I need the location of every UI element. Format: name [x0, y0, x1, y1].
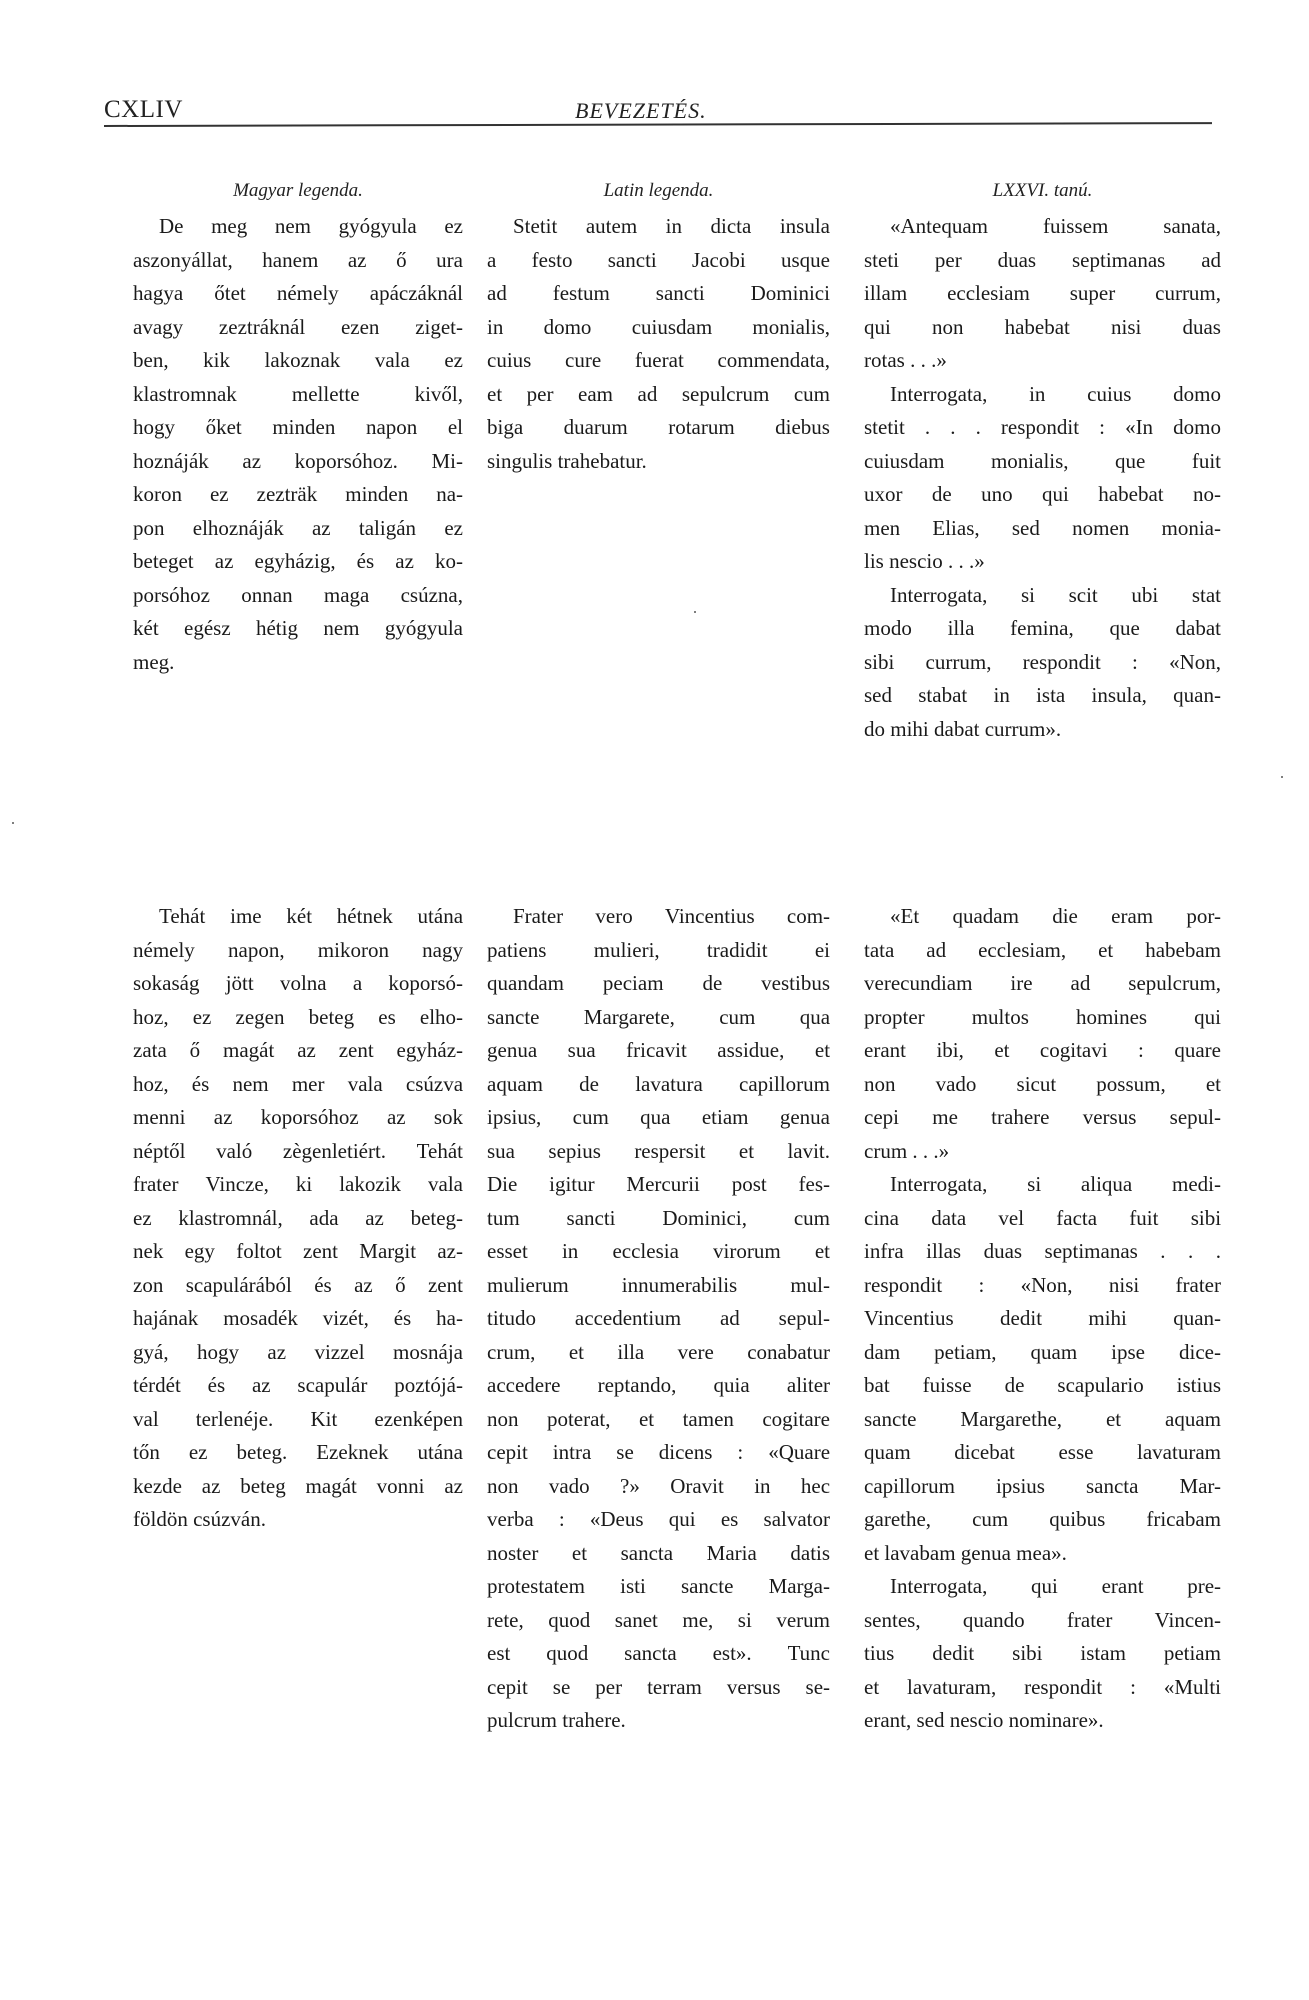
- column-heading: Latin legenda.: [603, 180, 714, 201]
- text-line: esset in ecclesia virorum et: [487, 1239, 830, 1263]
- text-line: dam petiam, quam ipse dice-: [864, 1339, 1221, 1364]
- paragraph-group: [487, 210, 830, 478]
- text-line: hoz, és nem mer vala csúzva: [133, 1071, 464, 1096]
- scan-speck: [1281, 776, 1283, 778]
- text-line: noster et sancta Maria datis: [487, 1540, 831, 1565]
- text-line: est quod sancta est». Tunc: [487, 1641, 830, 1665]
- text-line: erant, sed nescio nominare».: [864, 1708, 1104, 1732]
- text-line: De meg nem gyógyula ez: [159, 214, 463, 238]
- text-line: non poterat, et tamen cogitare: [487, 1406, 830, 1431]
- text-line: verecundiam ire ad sepulcrum,: [864, 971, 1222, 995]
- column-heading: LXXVI. tanú.: [992, 180, 1093, 201]
- text-line: capillorum ipsius sancta Mar-: [864, 1473, 1221, 1498]
- text-line: térdét és az scapulár poztójá-: [133, 1373, 463, 1397]
- text-line: cina data vel facta fuit sibi: [864, 1205, 1222, 1230]
- text-line: földön csúzván.: [133, 1507, 266, 1531]
- text-line: meg.: [133, 649, 175, 674]
- paragraph-group: [133, 210, 463, 679]
- latin-legend-column: [487, 900, 830, 1738]
- text-line: sua sepius respersit et lavit.: [487, 1138, 831, 1163]
- text-line: Stetit autem in dicta insula: [513, 214, 830, 238]
- column-heading: Magyar legenda.: [233, 180, 363, 201]
- paragraph: [487, 210, 830, 478]
- text-line: ipsius, cum qua etiam genua: [487, 1105, 830, 1129]
- text-line: tata ad ecclesiam, et habebam: [864, 937, 1221, 962]
- text-line: propter multos homines qui: [864, 1004, 1221, 1029]
- text-line: frater Vincze, ki lakozik vala: [133, 1172, 463, 1196]
- text-line: sancte Margarete, cum qua: [487, 1004, 831, 1029]
- text-line: singulis trahebatur.: [487, 448, 647, 473]
- text-line: hajának mosadék vizét, és ha-: [133, 1306, 463, 1330]
- text-line: uxor de uno qui habebat no-: [864, 482, 1221, 506]
- text-line: hoznáják az koporsóhoz. Mi-: [133, 448, 463, 473]
- text-line: Interrogata, in cuius domo: [890, 381, 1221, 406]
- header-rule: [104, 122, 1212, 127]
- text-line: et lavaturam, respondit : «Multi: [864, 1674, 1221, 1699]
- text-line: Interrogata, si aliqua medi-: [890, 1172, 1221, 1196]
- text-line: crum, et illa vere conabatur: [487, 1339, 831, 1364]
- text-line: tius dedit sibi istam petiam: [864, 1641, 1221, 1665]
- text-line: quam dicebat esse lavaturam: [864, 1440, 1221, 1464]
- text-line: respondit : «Non, nisi frater: [864, 1272, 1221, 1297]
- text-line: aquam de lavatura capillorum: [487, 1071, 830, 1096]
- text-line: ez klastromnál, ada az beteg-: [133, 1205, 464, 1230]
- text-line: protestatem isti sancte Marga-: [487, 1574, 830, 1598]
- text-line: zon scapulárából és az ő zent: [133, 1272, 463, 1297]
- paragraph: [864, 210, 1221, 378]
- text-line: biga duarum rotarum diebus: [487, 415, 830, 439]
- text-line: mulierum innumerabilis mul-: [487, 1272, 830, 1297]
- text-line: Vincentius dedit mihi quan-: [864, 1306, 1222, 1330]
- text-line: a festo sancti Jacobi usque: [487, 247, 830, 272]
- text-line: aszonyállat, hanem az ő ura: [133, 247, 463, 272]
- text-line: sokaság jött volna a koporsó-: [133, 971, 464, 995]
- text-line: két egész hétig nem gyógyula: [133, 616, 463, 640]
- running-title: BEVEZETÉS.: [575, 98, 707, 123]
- text-line: crum . . .»: [864, 1138, 950, 1163]
- paragraph: [864, 579, 1221, 747]
- text-line: rotas . . .»: [864, 348, 947, 372]
- text-line: quandam peciam de vestibus: [487, 971, 831, 995]
- text-line: titudo accedentium ad sepul-: [487, 1306, 830, 1330]
- magyar-legend-column: [133, 900, 463, 1537]
- text-line: hogy őket minden napon el: [133, 415, 464, 439]
- text-line: cepit se per terram versus se-: [487, 1674, 831, 1699]
- text-line: gyá, hogy az vizzel mosnája: [133, 1339, 463, 1364]
- text-line: tőn ez beteg. Ezeknek utána: [133, 1440, 464, 1464]
- text-line: et lavabam genua mea».: [864, 1540, 1067, 1565]
- text-line: kezde az beteg magát vonni az: [133, 1473, 463, 1498]
- text-line: cepit intra se dicens : «Quare: [487, 1440, 831, 1464]
- text-line: beteget az egyházig, és az ko-: [133, 549, 464, 573]
- text-line: avagy zeztráknál ezen ziget-: [133, 314, 464, 339]
- witness-testimony-column: [864, 178, 1221, 746]
- text-line: non vado sicut possum, et: [864, 1071, 1221, 1096]
- text-line: in domo cuiusdam monialis,: [487, 314, 831, 339]
- text-line: sed stabat in ista insula, quan-: [864, 683, 1221, 707]
- text-line: tum sancti Dominici, cum: [487, 1205, 830, 1230]
- text-line: sentes, quando frater Vincen-: [864, 1607, 1221, 1632]
- text-line: garethe, cum quibus fricabam: [864, 1507, 1221, 1531]
- text-line: sibi currum, respondit : «Non,: [864, 649, 1221, 674]
- paragraph-group: [864, 900, 1221, 1738]
- text-line: non vado ?» Oravit in hec: [487, 1473, 831, 1498]
- text-line: némely napon, mikoron nagy: [133, 937, 463, 962]
- text-line: et per eam ad sepulcrum cum: [487, 381, 831, 406]
- scan-speck: [694, 611, 696, 613]
- text-line: Interrogata, qui erant pre-: [890, 1574, 1222, 1598]
- text-line: genua sua fricavit assidue, et: [487, 1038, 831, 1062]
- text-line: do mihi dabat currum».: [864, 716, 1062, 741]
- text-line: modo illa femina, que dabat: [864, 616, 1221, 640]
- text-line: nek egy foltot zent Margit az-: [133, 1239, 463, 1263]
- paragraph: [864, 1168, 1221, 1570]
- text-line: cuius cure fuerat commendata,: [487, 348, 830, 372]
- paragraph: [133, 900, 463, 1537]
- text-line: sancte Margarethe, et aquam: [864, 1406, 1221, 1431]
- paragraph-group: [487, 900, 830, 1738]
- text-line: infra illas duas septimanas . . .: [864, 1239, 1221, 1263]
- text-line: accedere reptando, quia aliter: [487, 1373, 831, 1397]
- paragraph: [864, 378, 1221, 579]
- text-line: erant ibi, et cogitavi : quare: [864, 1038, 1221, 1062]
- paragraph-group: [864, 210, 1221, 746]
- text-line: zata ő magát az zent egyház-: [133, 1038, 464, 1062]
- text-line: pon elhoznáják az taligán ez: [133, 515, 463, 540]
- text-line: Tehát ime két hétnek utána: [159, 904, 464, 928]
- text-line: koron ez zezträk minden na-: [133, 482, 464, 506]
- text-line: verba : «Deus qui es salvator: [487, 1507, 830, 1531]
- text-line: pulcrum trahere.: [487, 1708, 626, 1732]
- text-line: Die igitur Mercurii post fes-: [487, 1172, 830, 1196]
- text-line: rete, quod sanet me, si verum: [487, 1607, 830, 1632]
- witness-testimony-column: [864, 900, 1221, 1738]
- text-line: klastromnak mellette kivől,: [133, 381, 463, 406]
- text-line: Interrogata, si scit ubi stat: [890, 582, 1222, 607]
- text-line: bat fuisse de scapulario istius: [864, 1373, 1222, 1397]
- text-line: Frater vero Vincentius com-: [513, 904, 831, 928]
- text-line: ad festum sancti Dominici: [487, 281, 830, 305]
- scan-speck: [12, 822, 14, 824]
- text-line: menni az koporsóhoz az sok: [133, 1105, 464, 1129]
- text-line: val terlenéje. Kit ezenképen: [133, 1406, 464, 1431]
- text-line: hagya őtet némely apáczáknál: [133, 281, 464, 305]
- latin-legend-column: [487, 178, 830, 478]
- text-line: néptől való zègenletiért. Tehát: [133, 1138, 464, 1163]
- text-line: cepi me trahere versus sepul-: [864, 1105, 1221, 1129]
- text-line: «Et quadam die eram por-: [890, 904, 1221, 928]
- paragraph: [133, 210, 463, 679]
- paragraph: [487, 900, 830, 1738]
- paragraph: [864, 900, 1221, 1168]
- text-line: qui non habebat nisi duas: [864, 314, 1221, 339]
- text-line: porsóhoz onnan maga csúzna,: [133, 582, 463, 607]
- text-line: men Elias, sed nomen monia-: [864, 515, 1221, 540]
- text-line: ben, kik lakoznak vala ez: [133, 348, 463, 372]
- text-line: steti per duas septimanas ad: [864, 247, 1222, 272]
- text-line: cuiusdam monialis, que fuit: [864, 448, 1222, 473]
- paragraph: [864, 1570, 1221, 1738]
- text-line: «Antequam fuissem sanata,: [890, 214, 1222, 238]
- text-line: lis nescio . . .»: [864, 549, 985, 573]
- text-line: illam ecclesiam super currum,: [864, 281, 1222, 305]
- paragraph-group: [133, 900, 463, 1537]
- text-line: stetit . . . respondit : «In domo: [864, 415, 1221, 439]
- magyar-legend-column: [133, 178, 463, 679]
- text-line: hoz, ez zegen beteg es elho-: [133, 1004, 464, 1029]
- text-line: patiens mulieri, tradidit ei: [487, 937, 830, 962]
- page-number: CXLIV: [104, 96, 183, 123]
